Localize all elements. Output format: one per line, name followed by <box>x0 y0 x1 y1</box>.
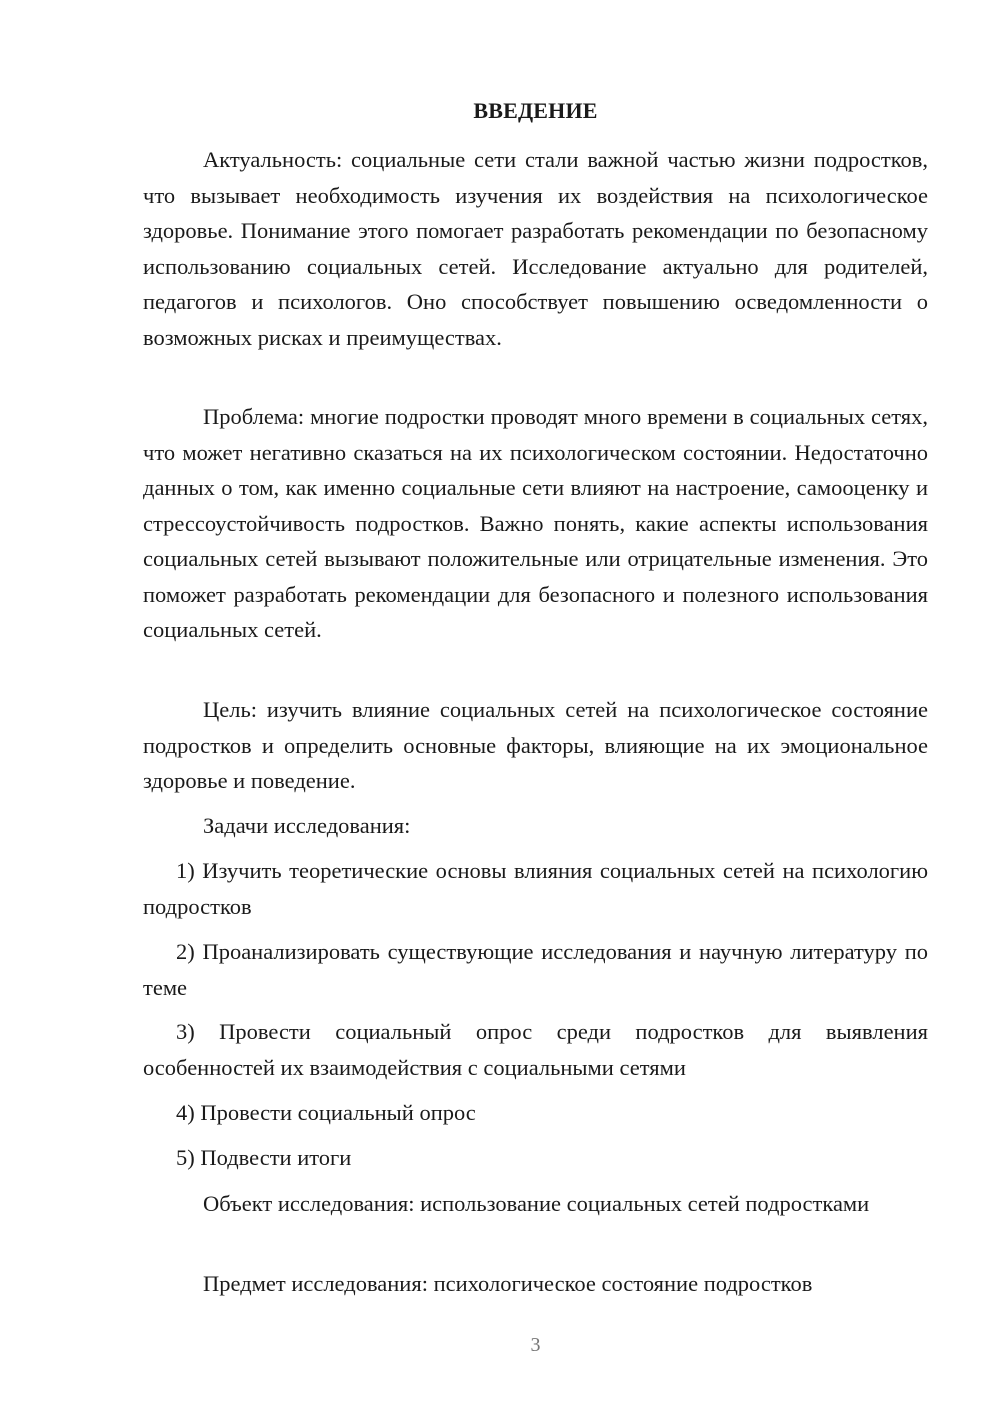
object-paragraph: Объект исследования: использование социальных сетей подростками <box>203 1191 870 1216</box>
relevance-paragraph: Актуальность: социальные сети стали важной частью жизни подростков, что вызывает необходимость изучения их воздействия на психологическое здоровье. Понимание этого помогает разработать рекомендации по безопасному использованию социальных сетей. Исследование актуально для родителей, педагогов и психологов. Оно способствует повышению осведомленности о возможных рисках и преимуществах. <box>143 147 928 350</box>
task-item-3: 3) Провести социальный опрос среди подростков для выявления особенностей их взаимодействия с социальными сетями <box>143 1019 928 1080</box>
problem-paragraph: Проблема: многие подростки проводят много времени в социальных сетях, что может негативно сказаться на их психологическом состоянии. Недостаточно данных о том, как именно социальные сети влияют на настроение, самооценку и стрессоустойчивость подростков. Важно понять, какие аспекты использования социальных сетей вызывают положительные или отрицательные изменения. Это поможет разработать рекомендации для безопасного и полезного использования социальных сетей. <box>143 404 928 642</box>
task-item-4: 4) Провести социальный опрос <box>176 1100 476 1125</box>
task-item-5: 5) Подвести итоги <box>176 1145 352 1170</box>
page-title: ВВЕДЕНИЕ <box>473 98 598 123</box>
task-item-1: 1) Изучить теоретические основы влияния социальных сетей на психологию подростков <box>143 858 928 919</box>
goal-paragraph: Цель: изучить влияние социальных сетей на психологическое состояние подростков и определить основные факторы, влияющие на их эмоциональное здоровье и поведение. <box>143 697 928 793</box>
subject-paragraph: Предмет исследования: психологическое состояние подростков <box>203 1271 813 1296</box>
task-item-2: 2) Проанализировать существующие исследования и научную литературу по теме <box>143 939 928 1000</box>
page-number: 3 <box>530 1334 541 1356</box>
tasks-heading: Задачи исследования: <box>203 813 411 838</box>
